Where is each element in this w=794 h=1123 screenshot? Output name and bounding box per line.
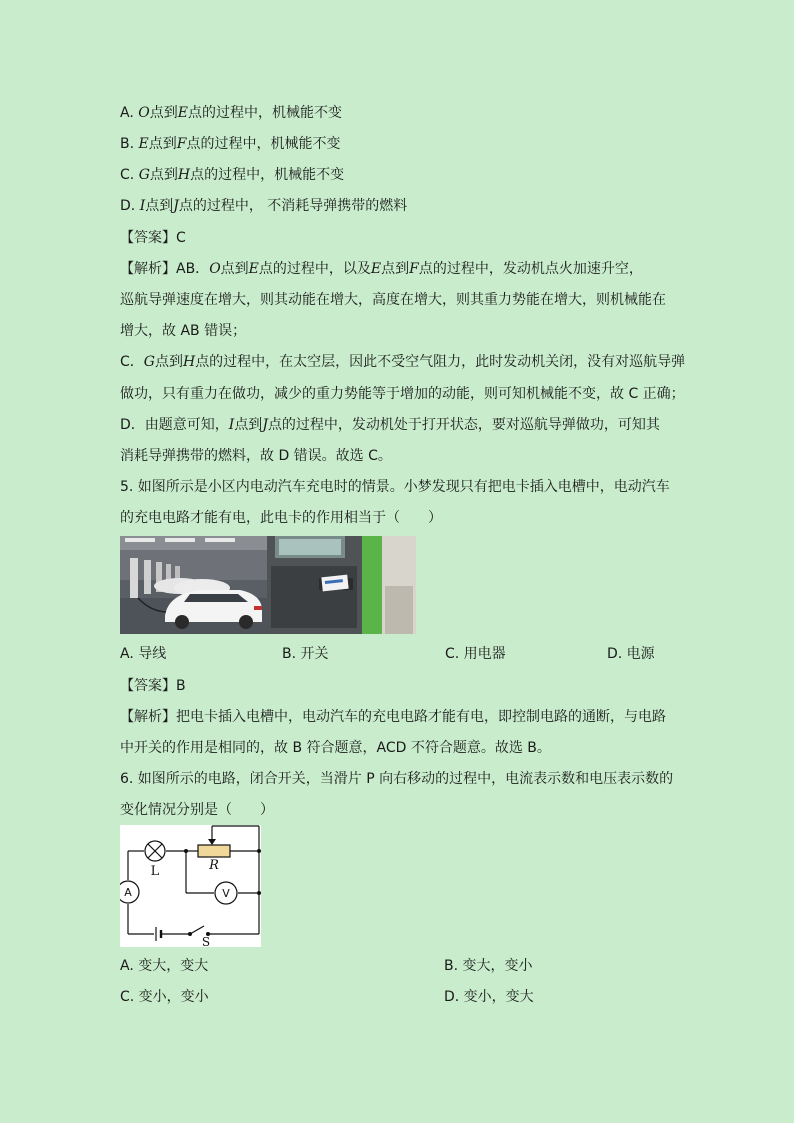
charging-parking-illustration <box>120 536 267 634</box>
q6-stem-line-1: 6. 如图所示的电路，闭合开关，当滑片 P 向右移动的过程中，电流表示数和电压表示数的 <box>120 771 674 787</box>
voltmeter-label: V <box>222 887 230 900</box>
circuit-schematic <box>120 825 261 947</box>
q5-stem-line-1: 5. 如图所示是小区内电动汽车充电时的情景。小梦发现只有把电卡插入电槽中，电动汽车 <box>120 479 670 495</box>
q4-analysis-line-2: 巡航导弹速度在增大，则其动能在增大，高度在增大，则其重力势能在增大，则机械能在 <box>120 292 666 308</box>
q5-analysis-line-1: 【解析】把电卡插入电槽中，电动汽车的充电电路才能有电，即控制电路的通断，与电路 <box>120 709 666 725</box>
q5-answer: 【答案】B <box>120 678 186 694</box>
q5-stem-line-2: 的充电电路才能有电，此电卡的作用相当于（ ） <box>120 510 442 526</box>
q6-option-d: D. 变小，变大 <box>444 989 534 1005</box>
q4-analysis-line-5: 做功，只有重力在做功，减少的重力势能等于增加的动能，则可知机械能不变，故 C 正确； <box>120 386 685 402</box>
q4-analysis-line-4: C．G点到H点的过程中，在太空层，因此不受空气阻力，此时发动机关闭，没有对巡航导弹 <box>120 354 686 370</box>
switch-label: S <box>201 935 211 947</box>
q5-option-a: A. 导线 <box>120 646 167 662</box>
q4-analysis-line-3: 增大，故 AB 错误； <box>120 323 247 339</box>
q4-option-a: A. O点到E点的过程中，机械能不变 <box>120 105 342 121</box>
q4-option-d: D. I点到J点的过程中， 不消耗导弹携带的燃料 <box>120 198 408 214</box>
q6-option-b: B. 变大，变小 <box>444 958 533 974</box>
q4-analysis-line-7: 消耗导弹携带的燃料，故 D 错误。故选 C。 <box>120 448 392 464</box>
q4-analysis-line-1: 【解析】AB．O点到E点的过程中，以及E点到F点的过程中，发动机点火加速升空， <box>120 261 643 277</box>
q6-option-a: A. 变大，变大 <box>120 958 209 974</box>
q4-answer: 【答案】C <box>120 230 186 246</box>
q4-option-c: C. G点到H点的过程中，机械能不变 <box>120 167 345 183</box>
charging-parking-photo <box>120 536 267 634</box>
q4-analysis-line-6: D．由题意可知，I点到J点的过程中，发动机处于打开状态，要对巡航导弹做功，可知其 <box>120 417 660 433</box>
q6-option-c: C. 变小，变小 <box>120 989 209 1005</box>
lamp-label: L <box>150 864 160 879</box>
q5-analysis-line-2: 中开关的作用是相同的，故 B 符合题意，ACD 不符合题意。故选 B。 <box>120 740 551 756</box>
card-slot-photo <box>267 536 416 634</box>
q5-option-b: B. 开关 <box>282 646 329 662</box>
q6-stem-line-2: 变化情况分别是（ ） <box>120 802 274 818</box>
card-slot-illustration <box>267 536 416 634</box>
ammeter-label: A <box>124 886 132 899</box>
q4-option-b: B. E点到F点的过程中，机械能不变 <box>120 136 341 152</box>
circuit-diagram <box>120 825 261 947</box>
q5-option-c: C. 用电器 <box>445 646 506 662</box>
resistor-label: R <box>209 858 219 873</box>
q5-option-d: D. 电源 <box>607 646 655 662</box>
